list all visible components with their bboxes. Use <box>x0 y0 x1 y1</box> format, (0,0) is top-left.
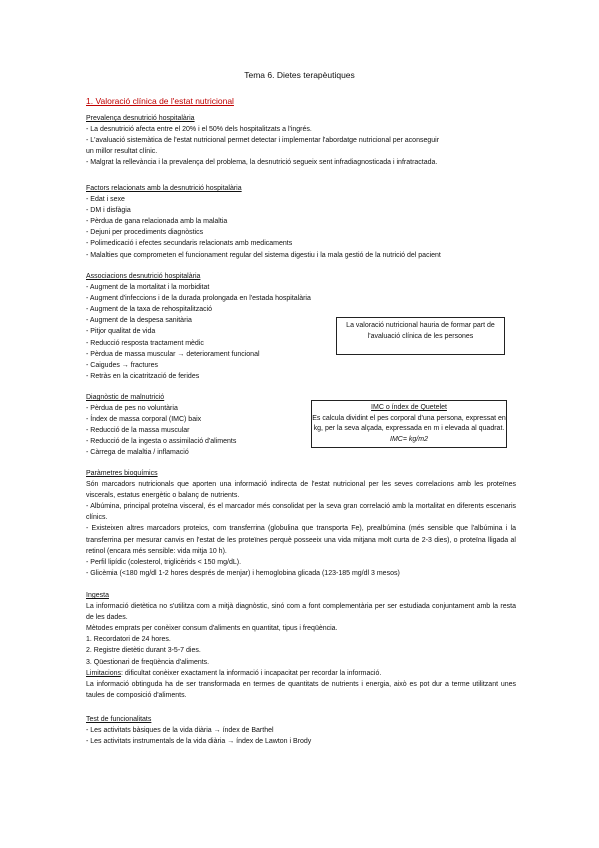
nutrition-assessment-callout: La valoració nutricional hauria de formar part de l'avaluació clínica de les persones <box>336 317 505 355</box>
list-item: - Càrrega de malaltia / inflamació <box>86 449 189 457</box>
list-item: - DM i disfàgia <box>86 207 131 215</box>
paragraph: - Glicèmia (<180 mg/dl 1-2 hores després de menjar) i hemoglobina glicada (123-185 mg/dl 3 mesos) <box>86 569 400 577</box>
list-item: - Reducció resposta tractament mèdic <box>86 339 204 347</box>
list-item: - Les activitats bàsiques de la vida diària → índex de Barthel <box>86 727 274 735</box>
list-item: - Augment de la mortalitat i la morbiditat <box>86 284 210 292</box>
section-heading: 1. Valoració clínica de l'estat nutricional <box>86 96 234 106</box>
biochemical-heading: Paràmetres bioquímics <box>86 470 158 477</box>
list-item: 3. Qüestionari de freqüència d'aliments. <box>86 658 210 666</box>
bmi-callout-text: Es calcula dividint el pes corporal d'una persona, expressat en kg, per la seva alçada, expressada en m i elevada al quadrat. <box>312 414 506 432</box>
text-line: - La desnutrició afecta entre el 20% i el 50% dels hospitalitzats a l'ingrés. <box>86 126 312 134</box>
prevalence-heading: Prevalença desnutrició hospitalària <box>86 115 195 122</box>
diagnosis-heading: Diagnòstic de malnutrició <box>86 394 165 401</box>
list-item: - Reducció de la massa muscular <box>86 427 190 435</box>
associations-heading: Associacions desnutrició hospitalària <box>86 273 201 280</box>
text-line: - Malgrat la rellevància i la prevalença del problema, la desnutrició segueix sent infradiagnosticada i infratractada. <box>86 159 438 167</box>
functional-tests-block <box>86 714 516 747</box>
bmi-callout <box>311 400 507 448</box>
paragraph: La informació dietètica no s'utilitza com a mitjà diagnòstic, sinó com a font complementària per ser estudiada conjuntament amb la resta de les dades. <box>86 603 516 622</box>
factors-block <box>86 183 516 261</box>
biochemical-block <box>86 468 516 579</box>
bmi-callout-title: IMC o índex de Quetelet <box>371 404 447 411</box>
paragraph: Són marcadors nutricionals que aporten una informació indirecta de l'estat nutricional per les seves correlacions amb les proteïnes viscerals, estatus energètic o balanç de nutrients. <box>86 481 516 500</box>
limitations-text: : dificultat conèixer exactament la informació i incapacitat per recordar la informació. <box>121 669 382 677</box>
limitations-line <box>86 668 516 679</box>
bmi-formula: IMC= kg/m2 <box>390 435 428 443</box>
functional-tests-heading: Test de funcionalitats <box>86 716 152 723</box>
list-item: - Malalties que comprometen el funcionament regular del sistema digestiu i la mala gestió de la nutrició del pacient <box>86 251 441 259</box>
paragraph: - Albúmina, principal proteïna visceral, és el marcador més consolidat per la seva gran correlació amb la mortalitat en diferents escenaris clínics. <box>86 503 516 522</box>
intake-heading: Ingesta <box>86 592 109 599</box>
list-item: - Augment de la taxa de rehospitalització <box>86 306 213 314</box>
list-item: - Edat i sexe <box>86 196 125 204</box>
list-item: - Pèrdua de pes no voluntària <box>86 405 178 413</box>
paragraph: - Existeixen altres marcadors proteics, com transferrina (globulina que transporta Fe), prealbúmina (més sensible que l'albúmina i la transferrina per mesurar canvis en l'estat de les proteïnes perquè posseeix una vida mitjana molt curta de 2-3 dies), o proteïna lligada al retinol (encara més sensible: vida mitja 10 h). <box>86 525 516 555</box>
text-line: un millor resultat clínic. <box>86 148 158 156</box>
intake-block <box>86 590 516 701</box>
list-item: - Caigudes → fractures <box>86 361 158 369</box>
text-line: - L'avaluació sistemàtica de l'estat nutricional permet detectar i implementar l'abordatge nutricional per aconseguir <box>86 137 440 145</box>
factors-heading: Factors relacionats amb la desnutrició hospitalària <box>86 185 242 192</box>
list-item: - Reducció de la ingesta o assimilació d'aliments <box>86 438 237 446</box>
prevalence-block <box>86 113 516 168</box>
limitations-label: Limitacions <box>86 669 122 677</box>
list-item: - Polimedicació i efectes secundaris relacionats amb medicaments <box>86 240 293 248</box>
list-item: - Índex de massa corporal (IMC) baix <box>86 416 202 424</box>
list-item: - Retràs en la cicatrització de ferides <box>86 372 200 380</box>
list-item: - Pèrdua de massa muscular → deteriorament funcional <box>86 350 260 358</box>
paragraph: La informació obtinguda ha de ser transformada en termes de quantitats de nutrients i energia, això es pot dur a terme utilitzant unes taules de composició d'aliments. <box>86 680 516 699</box>
list-item: - Les activitats instrumentals de la vida diària → índex de Lawton i Brody <box>86 738 312 746</box>
list-item: - Pèrdua de gana relacionada amb la malaltia <box>86 218 228 226</box>
paragraph: - Perfil lipídic (colesterol, triglicèrids < 150 mg/dL). <box>86 558 242 566</box>
list-item: - Dejuni per procediments diagnòstics <box>86 229 204 237</box>
paragraph: Mètodes emprats per conèixer consum d'aliments en quantitat, tipus i freqüència. <box>86 625 338 633</box>
list-item: 1. Recordatori de 24 hores. <box>86 636 171 644</box>
list-item: - Augment de la despesa sanitària <box>86 317 192 325</box>
list-item: - Pitjor qualitat de vida <box>86 328 156 336</box>
list-item: - Augment d'infeccions i de la durada prolongada en l'estada hospitalària <box>86 295 311 303</box>
document-title: Tema 6. Dietes terapèutiques <box>244 70 355 80</box>
list-item: 2. Registre dietètic durant 3-5-7 dies. <box>86 647 201 655</box>
